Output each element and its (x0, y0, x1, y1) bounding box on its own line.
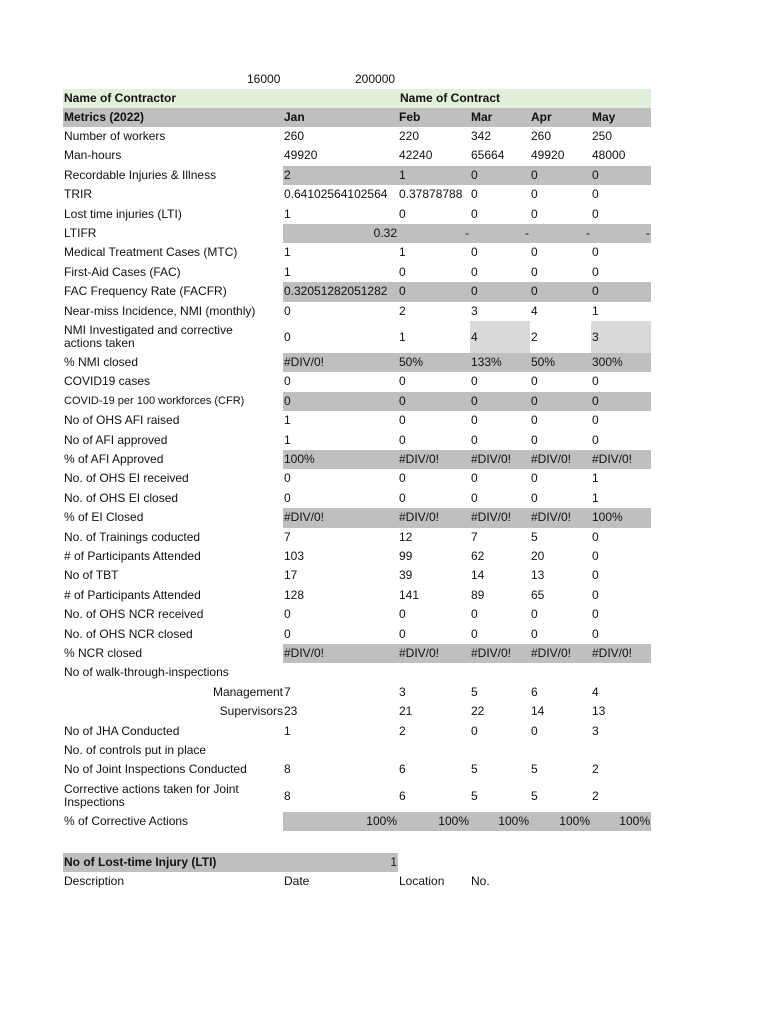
cell-value: 8 (284, 762, 291, 777)
cell-value: #DIV/0! (592, 452, 633, 466)
cell-value: 4 (471, 330, 478, 344)
cell-value: 0.32051282051282 (284, 284, 388, 299)
cell-value: 5 (471, 788, 478, 803)
cell-value: 1 (284, 264, 291, 279)
cell-value: 0 (471, 374, 478, 389)
lti-count: 1 (390, 855, 397, 869)
cell-value: 3 (592, 330, 599, 344)
cell-value: 0 (399, 626, 406, 641)
cell-value: 14 (531, 704, 545, 719)
cell-value: 0 (592, 529, 599, 544)
row-label: % of EI Closed (64, 510, 144, 525)
cell-value: 0 (399, 413, 406, 428)
cell-value: 0 (592, 187, 599, 202)
cell-value: 6 (399, 788, 406, 803)
cell-value: 0 (592, 393, 599, 408)
cell-value: 1 (399, 330, 406, 344)
cell-value: 6 (531, 684, 538, 699)
row-label: % NCR closed (64, 646, 143, 660)
cell-value: 0 (592, 607, 599, 622)
row-label: Recordable Injuries & Illness (64, 167, 217, 182)
cell-value: 0.37878788 (399, 187, 463, 202)
cell-value: - (646, 226, 650, 240)
cell-value: 12 (399, 529, 413, 544)
cell-value: 0 (531, 626, 538, 641)
cell-value: 260 (531, 129, 552, 143)
cell-value: 0 (531, 490, 538, 505)
cell-value: 0 (471, 607, 478, 622)
cell-value: 1 (592, 490, 599, 505)
row-label: No of OHS AFI raised (64, 413, 180, 428)
cell-value: 48000 (592, 148, 626, 163)
cell-value: 65664 (471, 148, 505, 163)
cell-value: #DIV/0! (284, 646, 325, 660)
cell-value (399, 741, 469, 760)
cell-value (284, 663, 397, 682)
cell-value: 141 (399, 587, 420, 602)
cell-value: 0 (399, 393, 406, 408)
cell-value: 20 (531, 549, 545, 563)
cell-value: 1 (284, 432, 291, 447)
cell-value: #DIV/0! (471, 452, 512, 466)
cell-value: 50% (399, 355, 424, 369)
cell-value: 0 (592, 413, 599, 428)
cell-value: 128 (284, 587, 305, 602)
cell-value: 0 (531, 607, 538, 622)
top-value-1: 16000 (247, 72, 281, 86)
cell-value: 0 (471, 626, 478, 641)
cell-value: 100% (592, 510, 623, 525)
cell-value: 0 (531, 187, 538, 202)
cell-value: 260 (284, 129, 305, 143)
cell-value: 0 (592, 432, 599, 447)
row-label: No. of OHS NCR received (64, 607, 204, 622)
cell-value: 0 (399, 284, 406, 299)
cell-value: 0 (399, 206, 406, 221)
cell-value (592, 741, 650, 760)
row-label: COVID-19 per 100 workforces (CFR) (64, 394, 245, 407)
cell-value: #DIV/0! (399, 646, 440, 660)
row-label: LTIFR (64, 226, 97, 240)
cell-value: 100% (498, 813, 529, 828)
cell-value: 0 (399, 374, 406, 389)
row-label: No. of OHS NCR closed (64, 626, 193, 641)
cell-value: 0 (592, 626, 599, 641)
cell-value: 0 (284, 393, 291, 408)
row-label: NMI Investigated and corrective actions taken (64, 323, 233, 350)
cell-value: 0 (592, 568, 599, 583)
cell-value: 22 (471, 704, 485, 719)
month-header-feb: Feb (399, 110, 421, 124)
row-label: % of Corrective Actions (64, 813, 189, 828)
row-label: % of AFI Approved (64, 452, 164, 466)
month-header-may: May (592, 110, 616, 124)
cell-value: 39 (399, 568, 413, 583)
row-label: Corrective actions taken for Joint Inspections (64, 781, 239, 809)
cell-value: 0 (531, 432, 538, 447)
cell-value: 0 (531, 245, 538, 260)
cell-value: #DIV/0! (399, 510, 440, 525)
row-label: TRIR (64, 187, 92, 202)
cell-value: 89 (471, 587, 485, 602)
cell-value: 0 (471, 413, 478, 428)
cell-value: 0.32 (373, 226, 397, 240)
cell-value: 300% (592, 355, 623, 369)
cell-value: 0 (284, 490, 291, 505)
cell-value: 17 (284, 568, 298, 583)
cell-value: 42240 (399, 148, 433, 163)
row-label: No of TBT (64, 568, 119, 583)
row-label: No of walk-through-inspections (64, 665, 229, 680)
cell-value: 220 (399, 129, 420, 143)
cell-value (399, 663, 469, 682)
row-label: Medical Treatment Cases (MTC) (64, 245, 238, 260)
cell-value: 0 (284, 303, 291, 318)
cell-value: 0 (531, 723, 538, 738)
cell-value: 0 (531, 393, 538, 408)
cell-value: 21 (399, 704, 413, 719)
cell-value: 7 (471, 529, 478, 544)
cell-value: 0 (531, 471, 538, 486)
cell-value: 0 (284, 374, 291, 389)
row-label: FAC Frequency Rate (FACFR) (64, 284, 227, 299)
cell-value: 1 (399, 245, 406, 260)
cell-value (592, 663, 650, 682)
cell-value: 49920 (531, 148, 565, 163)
cell-value: 0 (592, 549, 599, 563)
cell-value: 3 (399, 684, 406, 699)
cell-value: 100% (438, 813, 469, 828)
cell-value: 13 (592, 704, 606, 719)
row-label: First-Aid Cases (FAC) (64, 264, 181, 279)
cell-value (471, 741, 529, 760)
cell-value: #DIV/0! (592, 646, 633, 660)
cell-value: 2 (531, 330, 538, 344)
cell-value: 1 (284, 206, 291, 221)
cell-value: 13 (531, 568, 545, 583)
cell-value: 0 (471, 393, 478, 408)
cell-value: 0 (471, 245, 478, 260)
cell-value: 4 (592, 684, 599, 699)
cell-value: 0 (592, 587, 599, 602)
lti-section-title: No of Lost-time Injury (LTI) (64, 855, 217, 869)
row-label: No of AFI approved (64, 432, 168, 447)
cell-value: - (586, 226, 590, 240)
row-label: Near-miss Incidence, NMI (monthly) (64, 303, 256, 318)
cell-value: 6 (399, 762, 406, 777)
cell-value: 99 (399, 549, 413, 563)
cell-value: 2 (592, 762, 599, 777)
cell-value (531, 741, 590, 760)
row-label: COVID19 cases (64, 374, 151, 389)
top-value-2: 200000 (355, 72, 396, 86)
cell-value: 0 (531, 413, 538, 428)
row-label: Number of workers (64, 129, 166, 143)
row-label: Lost time injuries (LTI) (64, 206, 182, 221)
lti-column-header-location: Location (399, 874, 445, 888)
cell-value: 0 (471, 284, 478, 299)
cell-value: 1 (592, 303, 599, 318)
cell-value: 0 (284, 626, 291, 641)
cell-value: 2 (399, 303, 406, 318)
cell-value: 50% (531, 355, 556, 369)
row-label: Management (212, 684, 283, 699)
month-header-apr: Apr (531, 110, 552, 124)
cell-value: 100% (559, 813, 590, 828)
cell-value: #DIV/0! (471, 646, 512, 660)
cell-value (284, 741, 397, 760)
cell-value: 0 (399, 471, 406, 486)
row-label: Supervisors (219, 704, 283, 719)
cell-value: 100% (284, 452, 315, 466)
cell-value: 0 (592, 245, 599, 260)
row-label: No of JHA Conducted (64, 723, 180, 738)
cell-value: 342 (471, 129, 492, 143)
cell-value: 0 (471, 490, 478, 505)
cell-value: 0 (471, 432, 478, 447)
cell-value: 0 (471, 206, 478, 221)
cell-value: 0 (531, 284, 538, 299)
cell-value: 5 (531, 529, 538, 544)
cell-value: 1 (284, 413, 291, 428)
cell-value: 0 (471, 471, 478, 486)
cell-value: 5 (531, 788, 538, 803)
month-header-mar: Mar (471, 110, 493, 124)
cell-value: 8 (284, 788, 291, 803)
row-label: % NMI closed (64, 355, 139, 369)
cell-value: 0 (471, 187, 478, 202)
cell-value: #DIV/0! (531, 452, 572, 466)
row-label: No. of controls put in place (64, 743, 207, 757)
cell-value: 0 (592, 167, 599, 182)
metrics-year-label: Metrics (2022) (64, 110, 145, 124)
row-label: No. of Trainings coducted (64, 529, 201, 544)
lti-column-header-date: Date (284, 874, 310, 888)
cell-value: #DIV/0! (284, 355, 325, 369)
name-of-contract-label: Name of Contract (400, 91, 501, 105)
cell-value: 1 (284, 245, 291, 260)
row-label: # of Participants Attended (64, 549, 201, 563)
cell-value: 0 (399, 607, 406, 622)
cell-value: 1 (592, 471, 599, 486)
cell-value: 4 (531, 303, 538, 318)
cell-value: 0 (592, 264, 599, 279)
cell-value: 0 (284, 330, 291, 344)
cell-value: #DIV/0! (399, 452, 440, 466)
lti-column-header-description: Description (64, 874, 125, 888)
cell-value: #DIV/0! (531, 646, 572, 660)
cell-value: 0.64102564102564 (284, 187, 388, 202)
cell-value: 7 (284, 684, 291, 699)
cell-value: 100% (619, 813, 650, 828)
lti-column-header-no: No. (471, 874, 490, 888)
cell-value: - (465, 226, 469, 240)
row-label: Man-hours (64, 148, 122, 163)
cell-value: 0 (531, 264, 538, 279)
cell-value: 2 (399, 723, 406, 738)
cell-value: 0 (592, 374, 599, 389)
cell-value: 0 (399, 490, 406, 505)
cell-value: 49920 (284, 148, 318, 163)
cell-value: 5 (471, 762, 478, 777)
cell-value: 3 (471, 303, 478, 318)
cell-value: 0 (471, 723, 478, 738)
cell-value: 62 (471, 549, 485, 563)
cell-value: 0 (399, 264, 406, 279)
cell-value: 0 (531, 374, 538, 389)
name-of-contractor-label: Name of Contractor (64, 91, 177, 105)
cell-value: 0 (471, 264, 478, 279)
cell-value: 14 (471, 568, 485, 583)
cell-value: 0 (531, 167, 538, 182)
month-header-jan: Jan (284, 110, 305, 124)
row-label: # of Participants Attended (64, 587, 201, 602)
cell-value: 0 (471, 167, 478, 182)
cell-value: - (525, 226, 529, 240)
cell-value: 2 (592, 788, 599, 803)
cell-value (471, 663, 529, 682)
cell-value (531, 663, 590, 682)
cell-value: 0 (399, 432, 406, 447)
cell-value: 0 (531, 206, 538, 221)
cell-value: 1 (399, 167, 406, 182)
cell-value: #DIV/0! (531, 510, 572, 525)
row-label: No. of OHS EI closed (64, 490, 179, 505)
cell-value: 133% (471, 355, 502, 369)
row-label: No of Joint Inspections Conducted (64, 762, 247, 777)
cell-value: 100% (366, 813, 397, 828)
cell-value: 5 (531, 762, 538, 777)
cell-value: 2 (284, 167, 291, 182)
cell-value: 250 (592, 129, 613, 143)
row-label: No. of OHS EI received (64, 471, 189, 486)
cell-value: 1 (284, 723, 291, 738)
cell-value: 5 (471, 684, 478, 699)
cell-value: 0 (284, 607, 291, 622)
cell-value: 65 (531, 587, 545, 602)
cell-value: 23 (284, 704, 298, 719)
cell-value: #DIV/0! (284, 510, 325, 525)
cell-value: 0 (284, 471, 291, 486)
cell-value: #DIV/0! (471, 510, 512, 525)
cell-value: 103 (284, 549, 305, 563)
cell-value: 3 (592, 723, 599, 738)
cell-value: 7 (284, 529, 291, 544)
cell-value: 0 (592, 206, 599, 221)
cell-value: 0 (592, 284, 599, 299)
